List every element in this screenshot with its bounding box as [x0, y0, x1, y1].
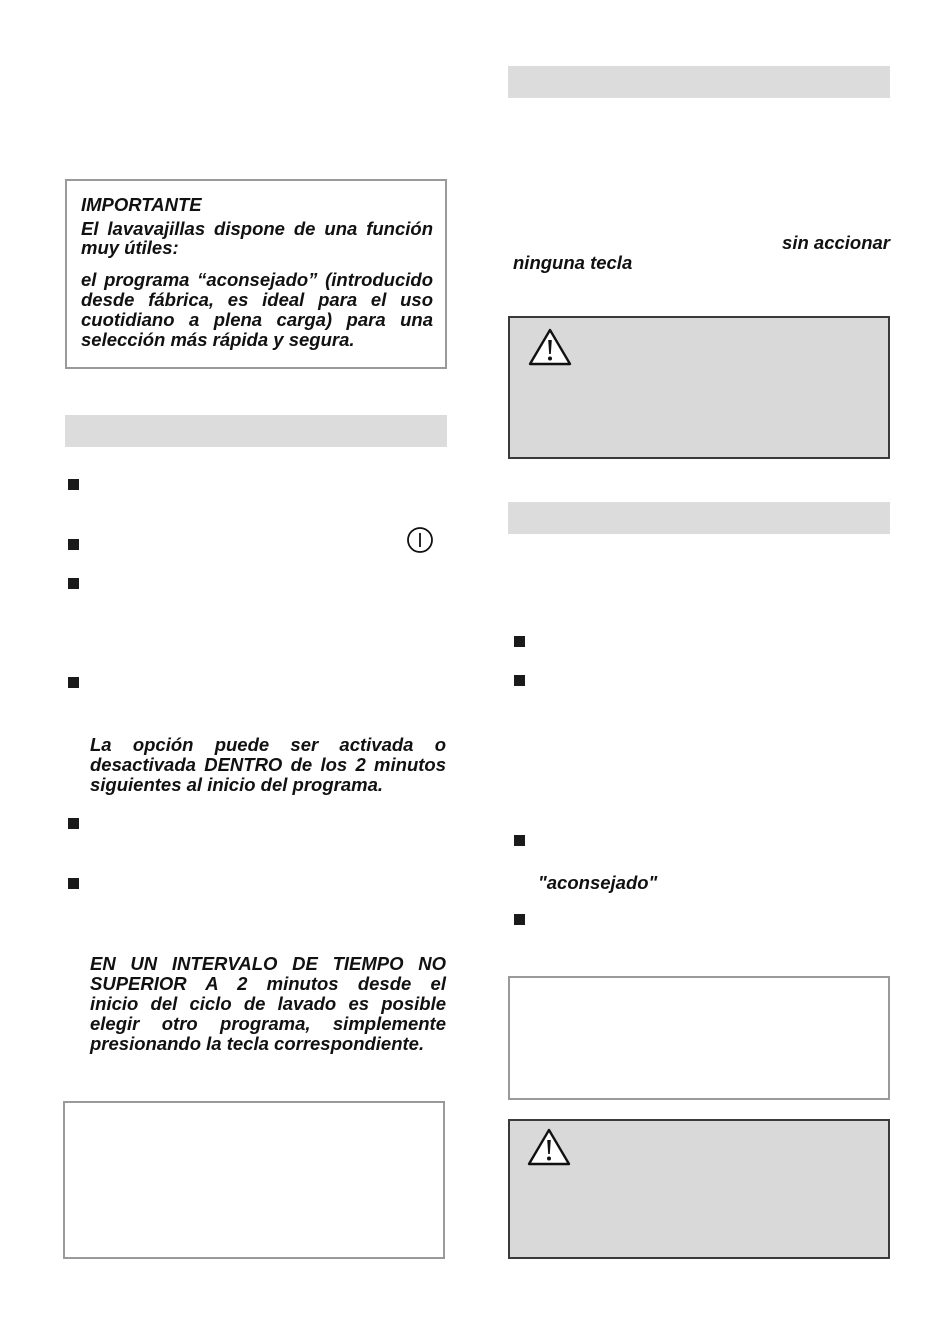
ninguna-tecla-text: ninguna tecla: [513, 252, 633, 273]
interval-note-line1: EN UN INTERVALO DE TIEMPO NO: [90, 953, 446, 974]
interval-note-line2: SUPERIOR A 2 minutos desde el: [90, 973, 446, 994]
list-bullet: [514, 914, 525, 925]
list-bullet: [68, 539, 79, 550]
section-header-bar-right-top: [508, 66, 890, 98]
option-note-line1: La opción puede ser activada o: [90, 734, 446, 755]
interval-note-line3: inicio del ciclo de lavado es posible: [90, 993, 446, 1014]
empty-note-box-left: [63, 1101, 445, 1259]
important-para2-line4: selección más rápida y segura.: [81, 329, 355, 350]
list-bullet: [514, 636, 525, 647]
list-bullet: [514, 675, 525, 686]
section-header-bar-right-mid: [508, 502, 890, 534]
list-bullet: [514, 835, 525, 846]
important-box: [65, 179, 447, 369]
warning-triangle-icon: [526, 1127, 572, 1167]
option-note-line3: siguientes al inicio del programa.: [90, 774, 383, 795]
aconsejado-text: "aconsejado": [538, 872, 658, 893]
warning-triangle-icon: [527, 327, 573, 367]
warning-box-bottom: [508, 1119, 890, 1259]
sin-accionar-text: sin accionar: [782, 232, 890, 253]
important-para2-line1: el programa “aconsejado” (introducido: [81, 269, 433, 290]
list-bullet: [68, 479, 79, 490]
option-note-line2: desactivada DENTRO de los 2 minutos: [90, 754, 446, 775]
list-bullet: [68, 818, 79, 829]
interval-note-line4: elegir otro programa, simplemente: [90, 1013, 446, 1034]
empty-note-box-right: [508, 976, 890, 1100]
list-bullet: [68, 578, 79, 589]
important-para2-line3: cuotidiano a plena carga) para una: [81, 309, 433, 330]
power-icon: [406, 526, 434, 554]
list-bullet: [68, 878, 79, 889]
section-header-bar: [65, 415, 447, 447]
important-title: IMPORTANTE: [81, 194, 202, 215]
list-bullet: [68, 677, 79, 688]
important-para2-line2: desde fábrica, es ideal para el uso: [81, 289, 433, 310]
important-para1-line1: El lavavajillas dispone de una función: [81, 218, 433, 239]
warning-box-top: [508, 316, 890, 459]
interval-note-line5: presionando la tecla correspondiente.: [90, 1033, 425, 1054]
important-para1-line2: muy útiles:: [81, 237, 179, 258]
